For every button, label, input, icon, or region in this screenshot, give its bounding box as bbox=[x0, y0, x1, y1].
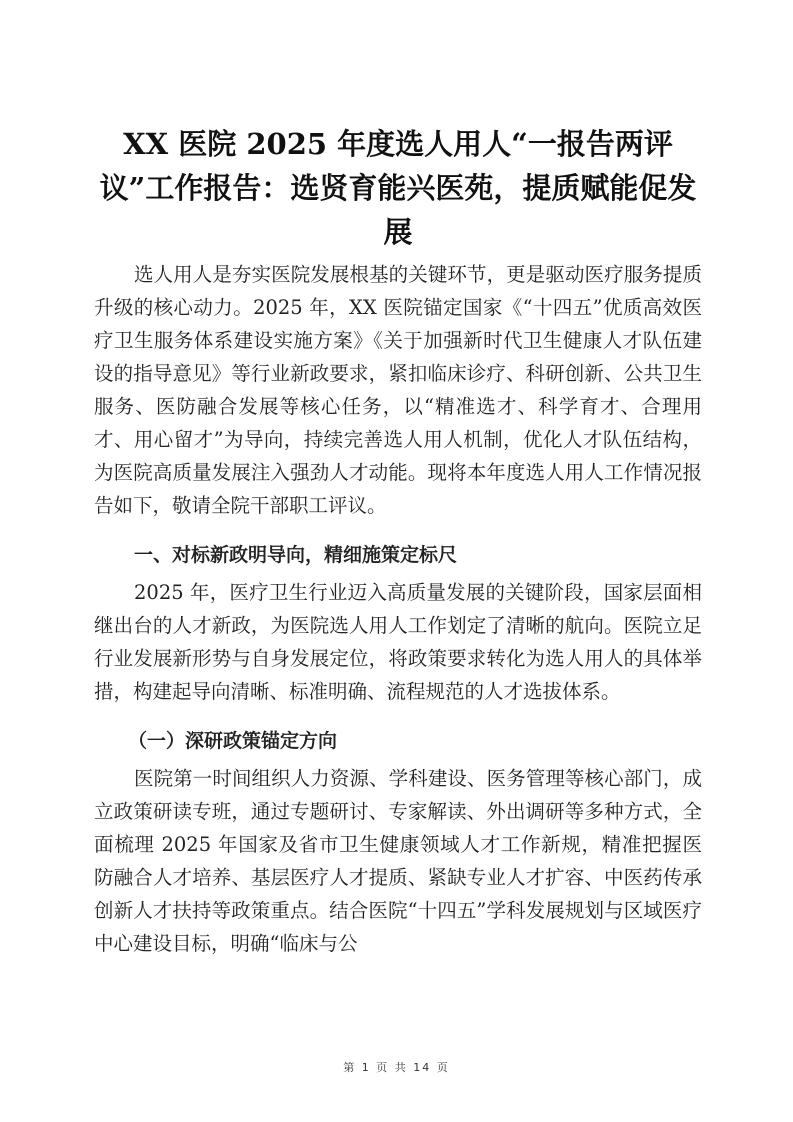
page-footer: 第 1 页 共 14 页 bbox=[343, 1061, 450, 1074]
document-body bbox=[94, 122, 702, 960]
document-title: XX 医院 2025 年度选人用人“一报告两评议”工作报告：选贤育能兴医苑，提质赋能促发展 bbox=[99, 127, 697, 249]
section-heading: 一、对标新政明导向，精细施策定标尺 bbox=[134, 544, 458, 566]
section-paragraph: 2025 年，医疗卫生行业迈入高质量发展的关键阶段，国家层面相继出台的人才新政，为医院选人用人工作划定了清晰的航向。医院立足行业发展新形势与自身发展定位，将政策要求转化为选人用人的具体举措，构建起导向清晰、标准明确、流程规范的人才选拔体系。 bbox=[94, 581, 702, 703]
subsection-heading: （一）深研政策锚定方向 bbox=[128, 730, 338, 752]
subsection-paragraph: 医院第一时间组织人力资源、学科建设、医务管理等核心部门，成立政策研读专班，通过专题研讨、专家解读、外出调研等多种方式，全面梳理 2025 年国家及省市卫生健康领域人才工作新规，精准把握医防融合人才培养、基层医疗人才提质、紧缺专业人才扩容、中医药传承创新人才扶持等政策重点。结合医院“十四五”学科发展规划与区域医疗中心建设目标，明确“临床与公 bbox=[94, 767, 702, 955]
intro-paragraph: 选人用人是夯实医院发展根基的关键环节，更是驱动医疗服务提质升级的核心动力。2025 年，XX 医院锚定国家《“十四五”优质高效医疗卫生服务体系建设实施方案》《关于加强新时代卫生健康人才队伍建设的指导意见》等行业新政要求，紧扣临床诊疗、科研创新、公共卫生服务、医防融合发展等核心任务，以“精准选才、科学育才、合理用才、用心留才”为导向，持续完善选人用人机制，优化人才队伍结构，为医院高质量发展注入强劲人才动能。现将本年度选人用人工作情况报告如下，敬请全院干部职工评议。 bbox=[94, 263, 702, 517]
